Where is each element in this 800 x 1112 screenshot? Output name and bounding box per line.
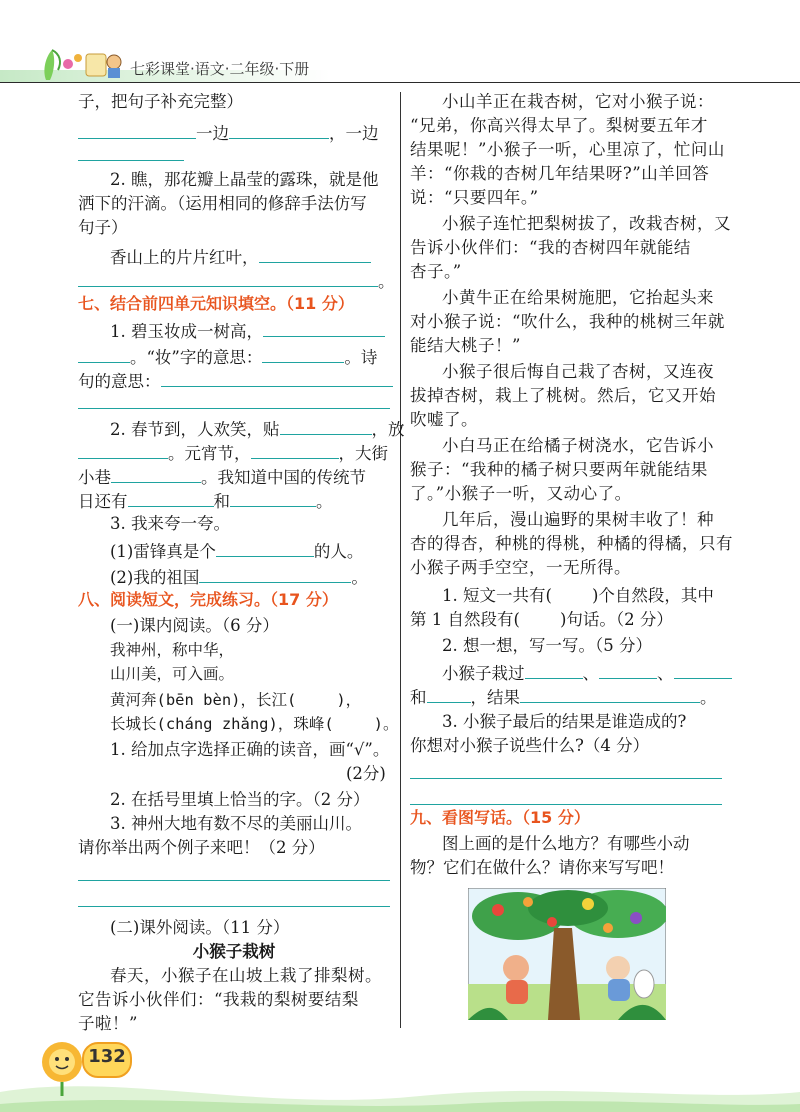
story-right-p4-l1: 小猴子很后悔自己栽了杏树，又连夜 [442, 362, 714, 381]
blank[interactable] [78, 440, 168, 459]
part-1-title: (一)课内阅读。（6 分） [110, 616, 279, 635]
blank[interactable] [674, 660, 732, 679]
q7-2-line2: 。元宵节， ，大街 [78, 440, 388, 466]
story-right-p5-l1: 小白马正在给橘子树浇水，它告诉小 [442, 436, 714, 455]
rq3-line2: 你想对小猴子说些什么?（4 分） [410, 736, 650, 755]
blank[interactable] [259, 244, 371, 263]
story-right-p3-l1: 小黄牛正在给果树施肥，它抬起头来 [442, 288, 714, 307]
q7-3-line2: (1)雷锋真是个 的人。 [110, 538, 363, 564]
blank[interactable] [520, 684, 700, 703]
blank[interactable] [111, 464, 201, 483]
blank[interactable] [216, 538, 314, 557]
blank[interactable] [263, 318, 385, 337]
header-title: 七彩课堂·语文·二年级·下册 [130, 60, 310, 78]
answer-line[interactable] [78, 906, 390, 907]
part-2-title: (二)课外阅读。（11 分） [110, 918, 290, 937]
q8-2-line: 2. 在括号里填上恰当的字。（2 分） [110, 790, 370, 809]
story-right-p1-l5: 说：“只要四年。” [410, 188, 539, 207]
answer-line[interactable] [78, 408, 390, 409]
q8-1-score: (2分) [346, 764, 386, 783]
story-right-p2-l1: 小猴子连忙把梨树拔了，改栽杏树，又 [442, 214, 731, 233]
q8-1-line: 1. 给加点字选择正确的读音，画“√”。 [110, 740, 390, 759]
q7-2-line1: 2. 春节到，人欢笑，贴 ，放 [110, 416, 405, 442]
story-left-line1: 春天，小猴子在山坡上栽了排梨树。 [110, 966, 382, 985]
blank[interactable] [128, 488, 214, 507]
rq2-line2: 小猴子栽过 、 、 [442, 660, 732, 686]
blank[interactable] [78, 120, 196, 139]
q8-3-line1: 3. 神州大地有数不尽的美丽山川。 [110, 814, 362, 833]
blank[interactable] [262, 344, 344, 363]
poem-line-1: 我神州，称中华， [110, 641, 235, 659]
q6-2-line5: 。 [78, 268, 395, 294]
q7-2-line4: 日还有 和 。 [78, 488, 333, 514]
story-right-p5-l2: 猴子：“我种的橘子树只要两年就能结果 [410, 460, 708, 479]
section-9-title: 九、看图写话。（15 分） [410, 808, 590, 827]
header-decoration-icon [38, 42, 128, 86]
story-right-p1-l2: “兄弟，你高兴得太早了。梨树要五年才 [410, 116, 708, 135]
answer-line[interactable] [410, 778, 722, 779]
rq1-line2: 第 1 自然段有( )句话。（2 分） [410, 610, 673, 629]
poem-line-4: 长城长(cháng zhǎng)，珠峰( )。 [110, 715, 399, 733]
story-right-p4-l3: 吹嘘了。 [410, 410, 478, 429]
blank[interactable] [251, 440, 339, 459]
q6-1-line: 一边 ，一边 [78, 120, 379, 146]
story-right-p3-l2: 对小猴子说：“吹什么，我种的桃树三年就 [410, 312, 725, 331]
story-right-p3-l3: 能结大桃子！” [410, 336, 521, 355]
story-right-p6-l3: 小猴子两手空空，一无所得。 [410, 558, 631, 577]
story-right-p2-l3: 杏子。” [410, 262, 462, 281]
rq2-line1: 2. 想一想，写一写。（5 分） [442, 636, 652, 655]
q7-2-line3: 小巷 。我知道中国的传统节 [78, 464, 366, 490]
section-7-title: 七、结合前四单元知识填空。（11 分） [78, 294, 354, 313]
story-right-p1-l3: 结果呢！”小猴子一听，心里凉了，忙问山 [410, 140, 725, 159]
flower-icon [36, 1040, 88, 1096]
q7-3-line1: 3. 我来夸一夸。 [110, 514, 230, 533]
blank[interactable] [230, 488, 316, 507]
q8-3-line2: 请你举出两个例子来吧！（2 分） [78, 838, 325, 857]
blank[interactable] [427, 684, 471, 703]
page-number: 132 [88, 1046, 126, 1067]
q6-continuation: 子，把句子补充完整） [78, 92, 243, 111]
story-left-line3: 子啦！” [78, 1014, 138, 1033]
story-left-line2: 它告诉小伙伴们：“我栽的梨树要结梨 [78, 990, 359, 1009]
story-right-p1-l4: 羊：“你栽的杏树几年结果呀?”山羊回答 [410, 164, 710, 183]
story-right-p6-l1: 几年后，漫山遍野的果树丰收了！种 [442, 510, 714, 529]
q6-2-line1: 2. 瞧，那花瓣上晶莹的露珠，就是他 [110, 170, 379, 189]
story-right-p5-l3: 了。”小猴子一听，又动心了。 [410, 484, 632, 503]
story-right-p6-l2: 杏的得杏，种桃的得桃，种橘的得橘，只有 [410, 534, 733, 553]
blank[interactable] [78, 268, 378, 287]
sec9-line1: 图上画的是什么地方？有哪些小动 [442, 834, 690, 853]
q6-2-line3: 句子） [78, 218, 128, 237]
answer-line[interactable] [78, 880, 390, 881]
blank[interactable] [78, 344, 130, 363]
poem-line-3: 黄河奔(bēn bèn)，长江( )， [110, 691, 362, 709]
answer-line[interactable] [410, 804, 722, 805]
story-right-p4-l2: 拔掉杏树，栽上了桃树。然后，它又开始 [410, 386, 716, 405]
blank[interactable] [161, 368, 393, 387]
q7-3-line3: (2)我的祖国 。 [110, 564, 368, 590]
answer-line[interactable] [78, 160, 184, 161]
orchard-illustration [468, 888, 666, 1020]
section-8-title: 八、阅读短文，完成练习。（17 分） [78, 590, 338, 609]
poem-line-2: 山川美，可入画。 [110, 665, 235, 683]
blank[interactable] [229, 120, 329, 139]
sec9-line2: 物？它们在做什么？请你来写写吧！ [410, 858, 674, 877]
q6-2-line4: 香山上的片片红叶， [110, 244, 371, 270]
rq3-line1: 3. 小猴子最后的结果是谁造成的? [442, 712, 687, 731]
q7-1-line2: 。“妆”字的意思： 。诗 [78, 344, 377, 370]
q6-2-line2: 洒下的汗滴。（运用相同的修辞手法仿写 [78, 194, 367, 213]
blank[interactable] [599, 660, 657, 679]
story-right-p2-l2: 告诉小伙伴们：“我的杏树四年就能结 [410, 238, 691, 257]
rq1-line1: 1. 短文一共有( )个自然段，其中 [442, 586, 714, 605]
story-title: 小猴子栽树 [192, 942, 276, 961]
blank[interactable] [199, 564, 351, 583]
blank[interactable] [525, 660, 583, 679]
story-right-p1-l1: 小山羊正在栽杏树，它对小猴子说： [442, 92, 714, 111]
q7-1-line3: 句的意思： [78, 368, 393, 394]
q7-1-line1: 1. 碧玉妆成一树高， [110, 318, 385, 344]
rq2-line3: 和 ，结果 。 [410, 684, 717, 710]
column-divider [400, 92, 401, 1028]
blank[interactable] [280, 416, 372, 435]
